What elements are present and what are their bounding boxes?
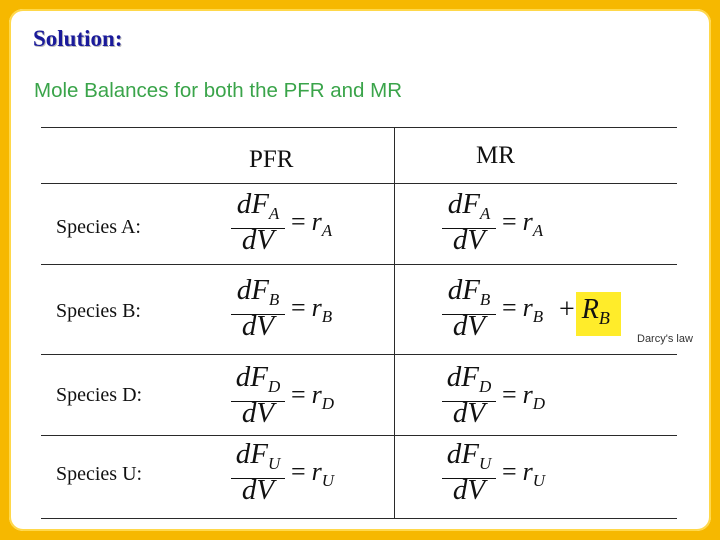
row-label-species-u: Species U:: [56, 463, 143, 485]
rb-subscript: B: [598, 308, 610, 328]
equation-numerator: $dF_U$: [235, 438, 281, 473]
equation-rhs: = $r_B$: [502, 293, 544, 326]
slide-title: Solution:: [33, 26, 123, 51]
equation-rhs: = $r_D$: [291, 380, 335, 413]
equation-numerator: $dF_D$: [446, 361, 492, 396]
equation-rhs: = $r_A$: [502, 207, 544, 240]
equation-denominator: dV: [241, 224, 275, 256]
table-rule-header: [41, 183, 677, 184]
darcy-law-note: Darcy's law: [637, 333, 693, 345]
equation-numerator: $dF_U$: [446, 438, 492, 473]
column-header-mr: MR: [476, 142, 515, 169]
row-label-species-b: Species B:: [56, 300, 141, 322]
equation-denominator: dV: [452, 474, 486, 506]
equation-numerator: $dF_B$: [236, 274, 280, 309]
mr-species-b-extra-term: [559, 294, 610, 329]
table-rule-bottom: [41, 518, 677, 519]
row-label-species-a: Species A:: [56, 216, 141, 238]
equation-denominator: dV: [452, 397, 486, 429]
equation-denominator: dV: [241, 310, 275, 342]
column-header-pfr: PFR: [249, 146, 294, 173]
table-rule-row3: [41, 435, 677, 436]
table-column-divider: [394, 127, 395, 518]
equation-rhs: = $r_A$: [291, 207, 333, 240]
equation-numerator: $dF_D$: [235, 361, 281, 396]
equation-denominator: dV: [241, 397, 275, 429]
table-rule-row1: [41, 264, 677, 265]
rb-symbol: R: [581, 294, 599, 325]
equation-numerator: $dF_A$: [236, 188, 280, 223]
row-label-species-d: Species D:: [56, 384, 143, 406]
equation-denominator: dV: [452, 310, 486, 342]
plus-sign: +: [559, 294, 575, 325]
slide-subtitle: Mole Balances for both the PFR and MR: [34, 79, 403, 102]
equation-numerator: $dF_A$: [447, 188, 491, 223]
equation-rhs: = $r_U$: [502, 457, 546, 490]
equation-rhs: = $r_U$: [291, 457, 335, 490]
table-rule-row2: [41, 354, 677, 355]
equation-denominator: dV: [452, 224, 486, 256]
equation-rhs: = $r_B$: [291, 293, 333, 326]
equation-rhs: = $r_D$: [502, 380, 546, 413]
table-rule-top: [41, 127, 677, 128]
equation-numerator: $dF_B$: [447, 274, 491, 309]
equation-denominator: dV: [241, 474, 275, 506]
